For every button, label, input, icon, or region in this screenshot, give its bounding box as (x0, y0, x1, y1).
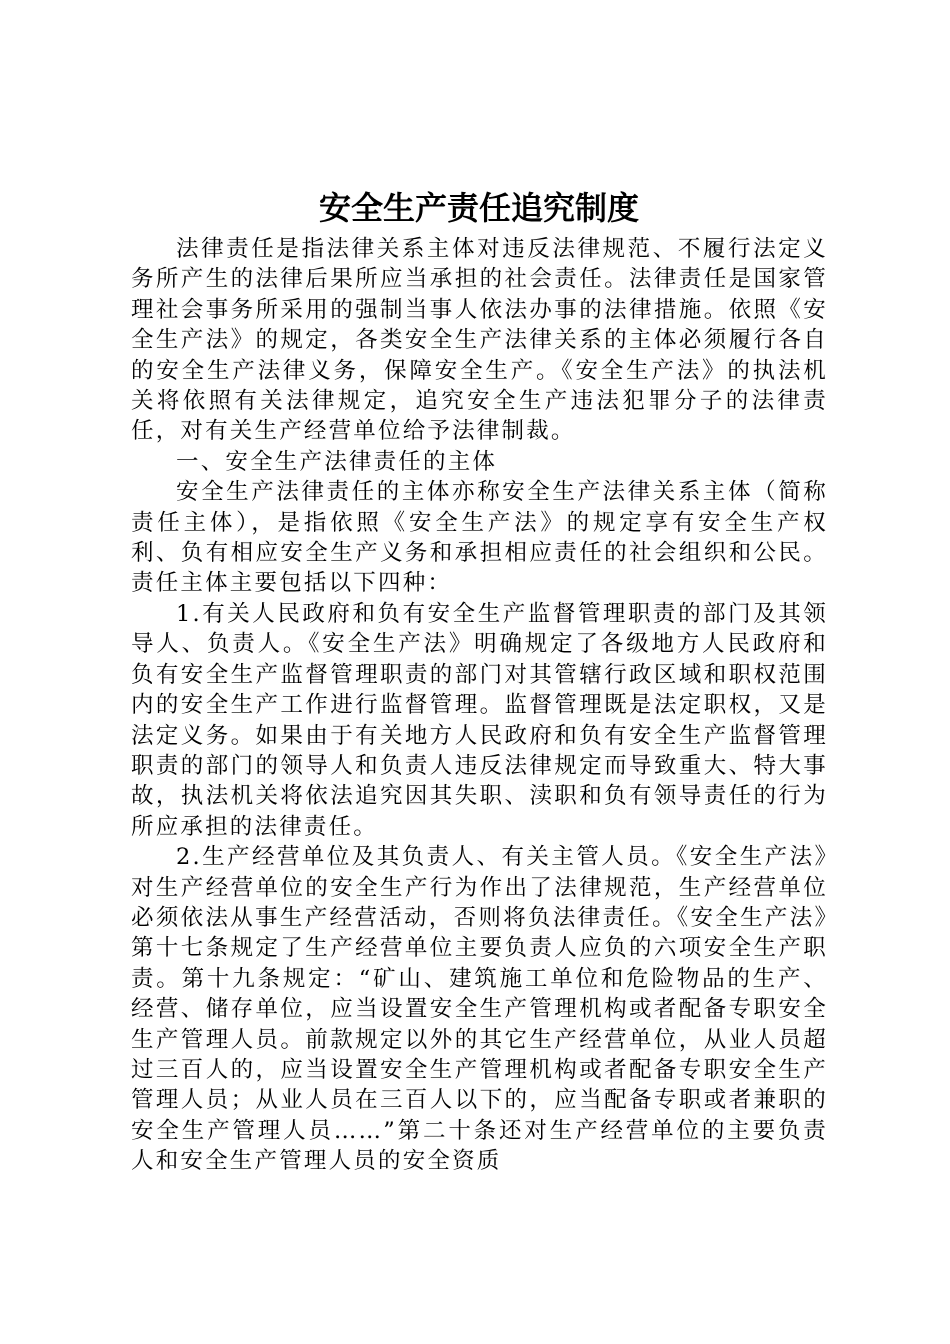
paragraph-intro: 法律责任是指法律关系主体对违反法律规范、不履行法定义务所产生的法律后果所应当承担的社会责任。法律责任是国家管理社会事务所采用的强制当事人依法办事的法律措施。依照《安全生产法》的规定，各类安全生产法律关系的主体必须履行各自的安全生产法律义务，保障安全生产。《安全生产法》的执法机关将依照有关法律规定，追究安全生产违法犯罪分子的法律责任，对有关生产经营单位给予法律制裁。 (131, 236, 828, 445)
list-item-1: 1.有关人民政府和负有安全生产监督管理职责的部门及其领导人、负责人。《安全生产法》明确规定了各级地方人民政府和负有安全生产监督管理职责的部门对其管辖行政区域和职权范围内的安全生产工作进行监督管理。监督管理既是法定职权，又是法定义务。如果由于有关地方人民政府和负有安全生产监督管理职责的部门的领导人和负责人违反法律规定而导致重大、特大事故，执法机关将依法追究因其失职、渎职和负有领导责任的行为所应承担的法律责任。 (131, 600, 828, 840)
paragraph-responsibility-subjects: 安全生产法律责任的主体亦称安全生产法律关系主体（简称责任主体），是指依照《安全生产法》的规定享有安全生产权利、负有相应安全生产义务和承担相应责任的社会组织和公民。责任主体主要包括以下四种： (131, 479, 828, 597)
document-body (131, 234, 828, 1177)
list-item-2: 2.生产经营单位及其负责人、有关主管人员。《安全生产法》对生产经营单位的安全生产行为作出了法律规范，生产经营单位必须依法从事生产经营活动，否则将负法律责任。《安全生产法》第十七条规定了生产经营单位主要负责人应负的六项安全生产职责。第十九条规定：“矿山、建筑施工单位和危险物品的生产、经营、储存单位，应当设置安全生产管理机构或者配备专职安全生产管理人员。前款规定以外的其它生产经营单位，从业人员超过三百人的，应当设置安全生产管理机构或者配备专职安全生产管理人员；从业人员在三百人以下的，应当配备专职或者兼职的安全生产管理人员……”第二十条还对生产经营单位的主要负责人和安全生产管理人员的安全资质 (131, 844, 828, 1175)
section-heading-1: 一、安全生产法律责任的主体 (176, 448, 498, 475)
document-title: 安全生产责任追究制度 (318, 189, 639, 227)
